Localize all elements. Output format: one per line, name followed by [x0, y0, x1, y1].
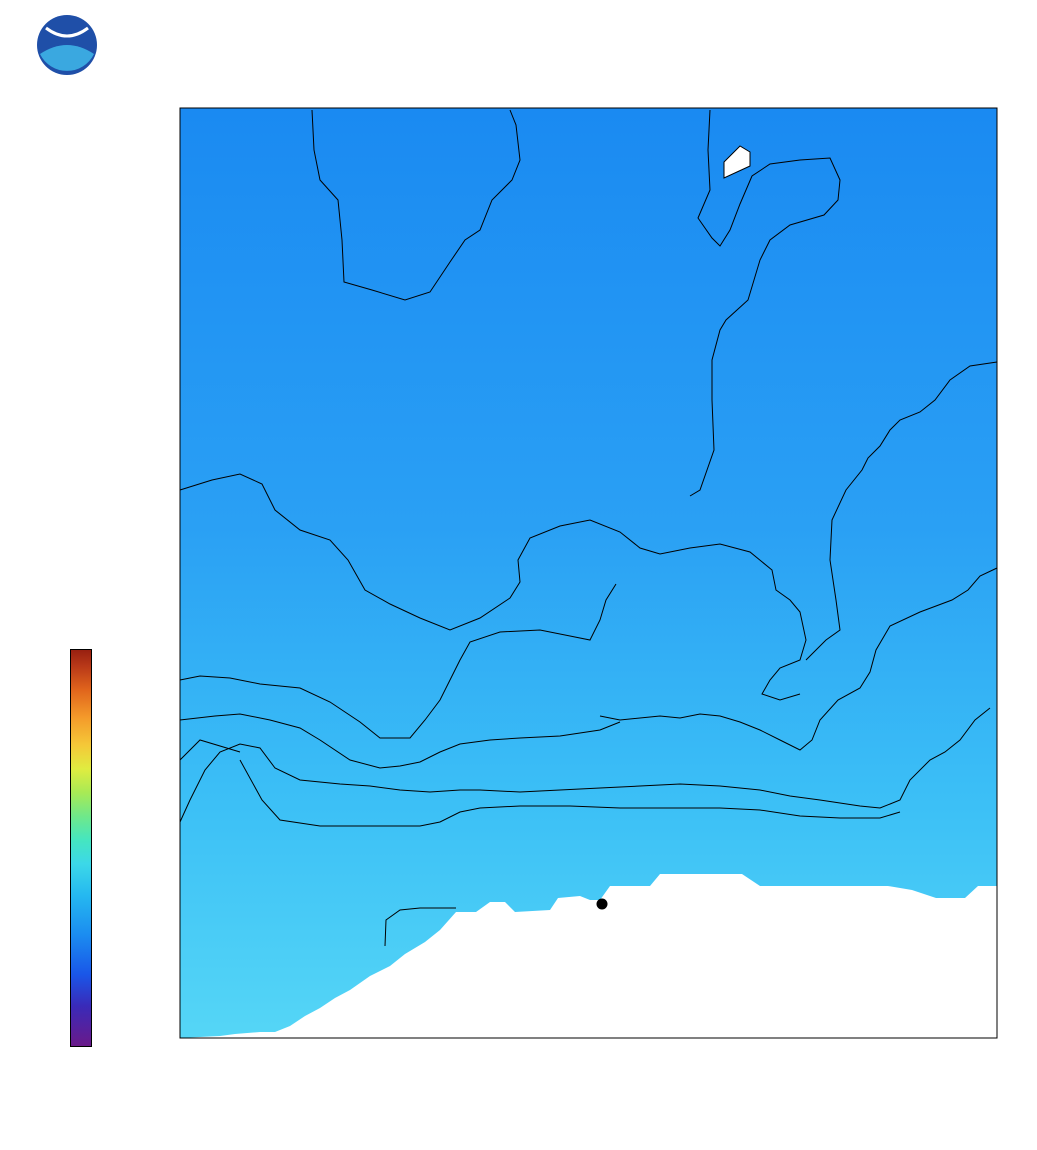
map-frame	[180, 108, 997, 1038]
grand-marais-marker	[597, 899, 608, 910]
legend-color-bar	[70, 649, 92, 1047]
